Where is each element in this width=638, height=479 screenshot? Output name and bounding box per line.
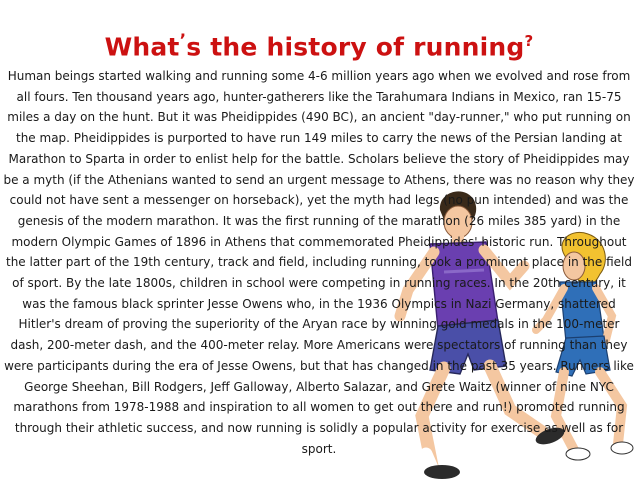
title-part-2: s the history of running xyxy=(186,32,525,62)
title-question-mark: ? xyxy=(524,32,534,50)
history-paragraph: Human beings started walking and running some 4-6 million years ago when we evolved and rose from all fours. Ten thousand years ago, hunter-gatherers like the Tarahumara Indians in Mexico, ran 15-75 miles a day on the hunt. But it was Pheidippides (490 BC), an ancient "day-runner," who put running on the map. Pheidippides is purported to have run 149 miles to carry the news of the Persian landing at Marathon to Sparta in order to enlist help for the battle. Scholars believe the story of Pheidippides may be a myth (if the Athenians wanted to send an urgent message to Athens, there was no reason why they could not have sent a messenger on horseback), yet the myth had legs (no pun intended) and was the genesis of the modern marathon. It was the first running of the marathon (26 miles 385 yard) in the modern Olympic Games of 1896 in Athens that commemorated Pheidippides' historic run. Throughout the latter part of the 19th century, track and field, including running, took a prominent place in the field of sport. By the late 1800s, children in school were competing in running races. In the 20th century, it was the famous black sprinter Jesse Owens who, in the 1936 Olympics in Nazi Germany, shattered Hitler's dream of proving the superiority of the Aryan race by winning gold medals in the 100-meter dash, 200-meter dash, and the 400-meter relay. More Americans were spectators of running than they were participants during the era of Jesse Owens, but that has changed in the past 35 years. Runners like George Sheehan, Bill Rodgers, Jeff Galloway, Alberto Salazar, and Grete Waitz (winner of nine NYC marathons from 1978-1988 and inspiration to all women to get out there and run!) promoted running through their athletic success, and now running is solidly a popular activity for exercise as well as for sport. xyxy=(3,69,635,456)
title-part-1: What xyxy=(104,32,180,62)
title-apostrophe: ’ xyxy=(179,31,187,51)
page-title xyxy=(0,26,638,62)
